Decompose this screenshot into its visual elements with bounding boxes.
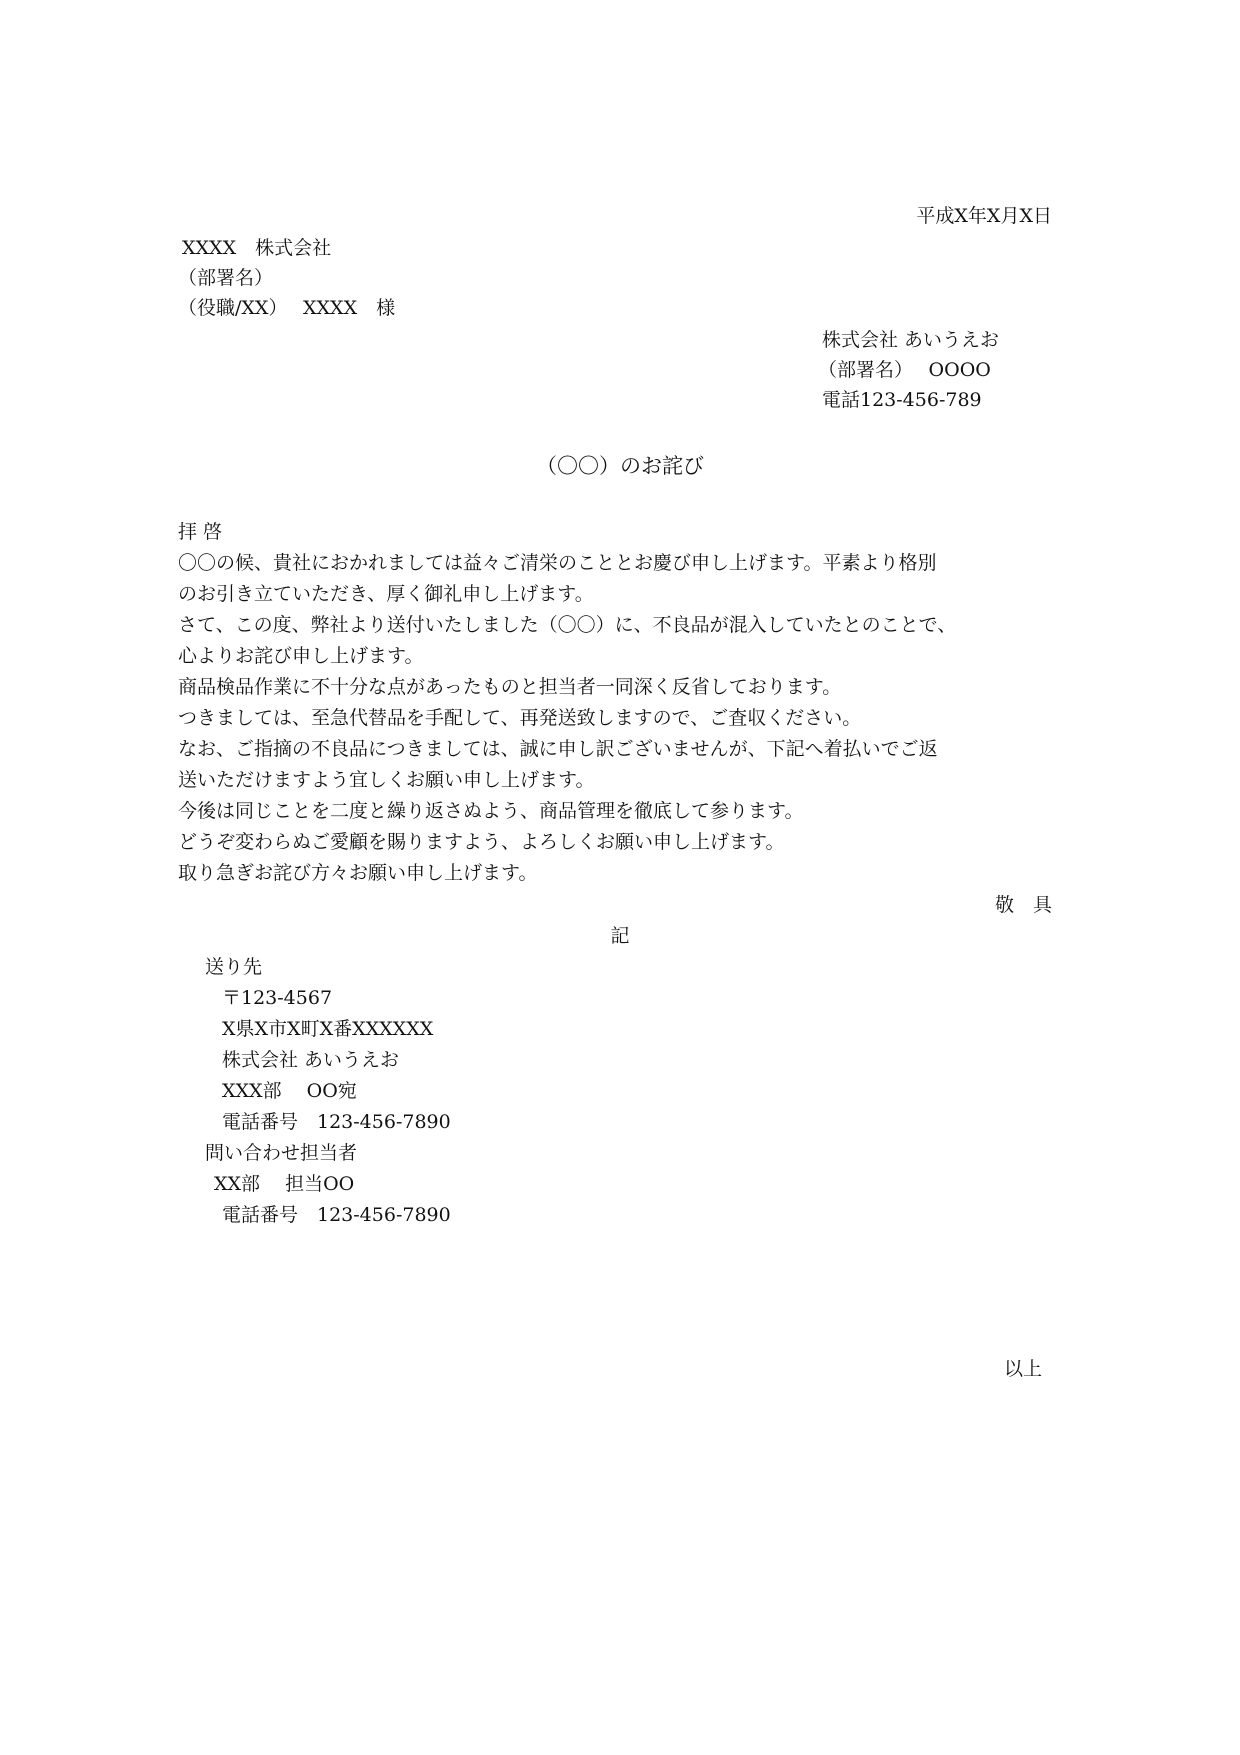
body-line: 商品検品作業に不十分な点があったものと担当者一同深く反省しております。 xyxy=(178,676,842,698)
send-to-attention: XXX部 OO宛 xyxy=(222,1080,357,1102)
body-line: つきましては、至急代替品を手配して、再発送致しますので、ご査収ください。 xyxy=(178,707,862,729)
body-line: 送いただけますよう宜しくお願い申し上げます。 xyxy=(178,769,595,791)
body-line: 心よりお詫び申し上げます。 xyxy=(178,645,424,667)
sender-phone: 電話123-456-789 xyxy=(822,389,982,411)
body-line: 取り急ぎお詫び方々お願い申し上げます。 xyxy=(178,862,538,884)
address: X県X市X町X番XXXXXX xyxy=(222,1018,434,1040)
contact-phone: 電話番号 123-456-7890 xyxy=(222,1204,451,1226)
body-line: 〇〇の候、貴社におかれましては益々ご清栄のこととお慶び申し上げます。平素より格別 xyxy=(178,552,937,574)
sender-company: 株式会社 あいうえお xyxy=(822,329,1000,351)
letter-date: 平成X年X月X日 xyxy=(916,205,1052,227)
sender-department-person: （部署名） OOOO xyxy=(818,359,991,381)
end-mark: 以上 xyxy=(1003,1358,1042,1380)
send-to-phone: 電話番号 123-456-7890 xyxy=(222,1111,451,1133)
postal-code: 〒123-4567 xyxy=(222,987,333,1009)
send-to-company: 株式会社 あいうえお xyxy=(222,1049,400,1071)
closing: 敬 具 xyxy=(994,894,1052,916)
letter-title: （〇〇）のお詫び xyxy=(536,454,704,478)
send-to-label: 送り先 xyxy=(205,956,263,978)
ki-heading: 記 xyxy=(610,925,630,947)
recipient-position-name: （役職/XX） XXXX 様 xyxy=(178,297,396,319)
body-line: のお引き立ていただき、厚く御礼申し上げます。 xyxy=(178,583,594,605)
body-line: なお、ご指摘の不良品につきましては、誠に申し訳ございませんが、下記へ着払いでご返 xyxy=(178,738,938,760)
contact-person: XX部 担当OO xyxy=(214,1173,355,1195)
contact-label: 問い合わせ担当者 xyxy=(205,1142,358,1164)
body-line: 今後は同じことを二度と繰り返さぬよう、商品管理を徹底して参ります。 xyxy=(178,800,804,822)
recipient-company: XXXX 株式会社 xyxy=(182,237,332,259)
body-line: さて、この度、弊社より送付いたしました（〇〇）に、不良品が混入していたとのことで、 xyxy=(178,614,957,636)
recipient-department: （部署名） xyxy=(178,267,274,289)
body-line: どうぞ変わらぬご愛顧を賜りますよう、よろしくお願い申し上げます。 xyxy=(178,831,785,853)
salutation: 拝 啓 xyxy=(178,521,223,543)
